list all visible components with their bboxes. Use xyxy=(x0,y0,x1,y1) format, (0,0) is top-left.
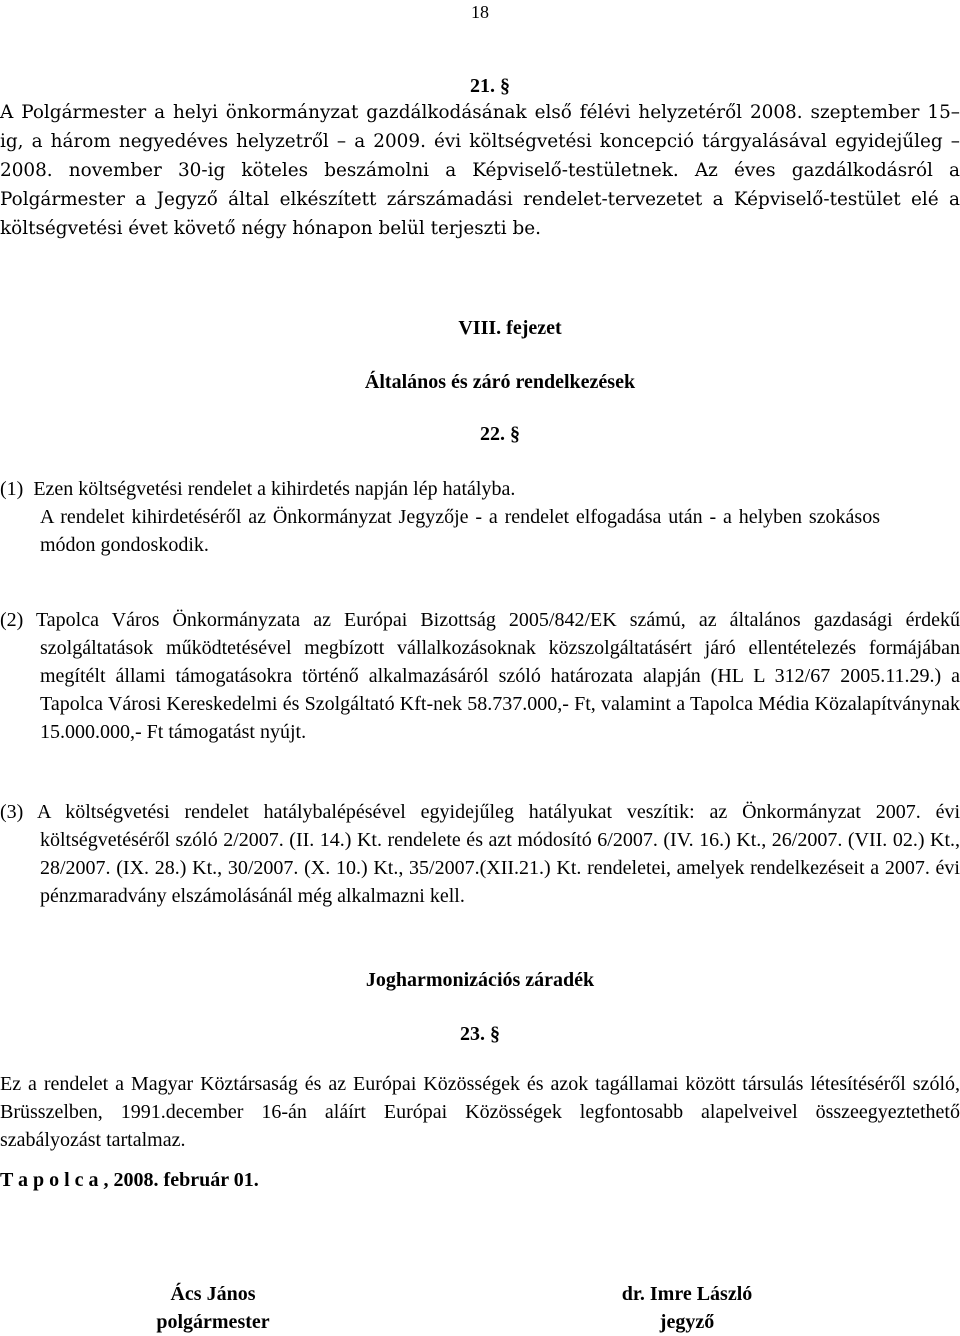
section-22-paragraph-1b: A rendelet kihirdetéséről az Önkormányzat Jegyzője - a rendelet elfogadása után - a helyben szokásos módon gondoskodik. xyxy=(40,506,880,556)
signature-mayor-name: Ács János xyxy=(170,1283,256,1305)
signature-mayor-role: polgármester xyxy=(156,1311,270,1333)
chapter-subtitle: Általános és záró rendelkezések xyxy=(364,371,636,393)
section-21-text: A Polgármester a helyi önkormányzat gazdálkodásának első félévi helyzetéről 2008. szeptember 15–ig, a három negyedéves helyzetről – a 2009. évi költségvetési koncepció tárgyalásával egyidejűleg – 2008. november 30-ig köteles beszámolni a Képviselő-testületnek. Az éves gazdálkodásról a Polgármester a Jegyző által elkészített zárszámadási rendelet-tervezetet a Képviselő-testület elé a költségvetési évet követő négy hónapon belül terjeszti be. xyxy=(0,102,960,239)
section-23-text: Ez a rendelet a Magyar Köztársaság és az Európai Közösségek és azok tagállamai között társulás létesítéséről szóló, Brüsszelben, 1991.december 16-án aláírt Európai Közösségek legfontosabb alapelveivel összeegyeztethető szabályozást tartalmaz. xyxy=(0,1073,960,1151)
chapter-title: VIII. fejezet xyxy=(458,317,562,339)
signature-mayor xyxy=(103,1280,323,1336)
clause-title: Jogharmonizációs záradék xyxy=(365,969,595,991)
signature-notary xyxy=(577,1280,797,1336)
section-22-paragraph-3: (3) A költségvetési rendelet hatálybalépésével egyidejűleg hatályukat veszítik: az Önkormányzat 2007. évi költségvetéséről szóló 2/2007. (II. 14.) Kt. rendelete és azt módosító 6/2007. (IV. 16.) Kt., 26/2007. (VII. 02.) Kt., 28/2007. (IX. 28.) Kt., 30/2007. (X. 10.) Kt., 35/2007.(XII.21.) Kt. rendeletei, amelyek rendelkezéseit a 2007. évi pénzmaradvány elszámolásánál még alkalmazni kell. xyxy=(0,801,960,907)
signature-notary-role: jegyző xyxy=(659,1311,715,1333)
section-23-heading: 23. § xyxy=(460,1023,500,1045)
signature-notary-name: dr. Imre László xyxy=(621,1283,753,1305)
section-22-paragraph-1: (1) Ezen költségvetési rendelet a kihirdetés napján lép hatályba. xyxy=(0,478,516,500)
section-22-heading: 22. § xyxy=(480,423,520,445)
section-21-heading: 21. § xyxy=(470,75,510,97)
place-date: T a p o l c a , 2008. február 01. xyxy=(0,1169,259,1191)
page-number: 18 xyxy=(471,2,489,22)
section-22-paragraph-2: (2) Tapolca Város Önkormányzata az Európai Bizottság 2005/842/EK számú, az általános gazdasági érdekű szolgáltatások működtetésével megbízott vállalkozásoknak közszolgáltatásért járó ellentételezés formájában megítélt állami támogatásokra történő alkalmazásáról szóló határozata alapján (HL L 312/67 2005.11.29.) a Tapolca Városi Kereskedelmi és Szolgáltató Kft-nek 58.737.000,- Ft, valamint a Tapolca Média Közalapítványnak 15.000.000,- Ft támogatást nyújt. xyxy=(0,609,960,743)
